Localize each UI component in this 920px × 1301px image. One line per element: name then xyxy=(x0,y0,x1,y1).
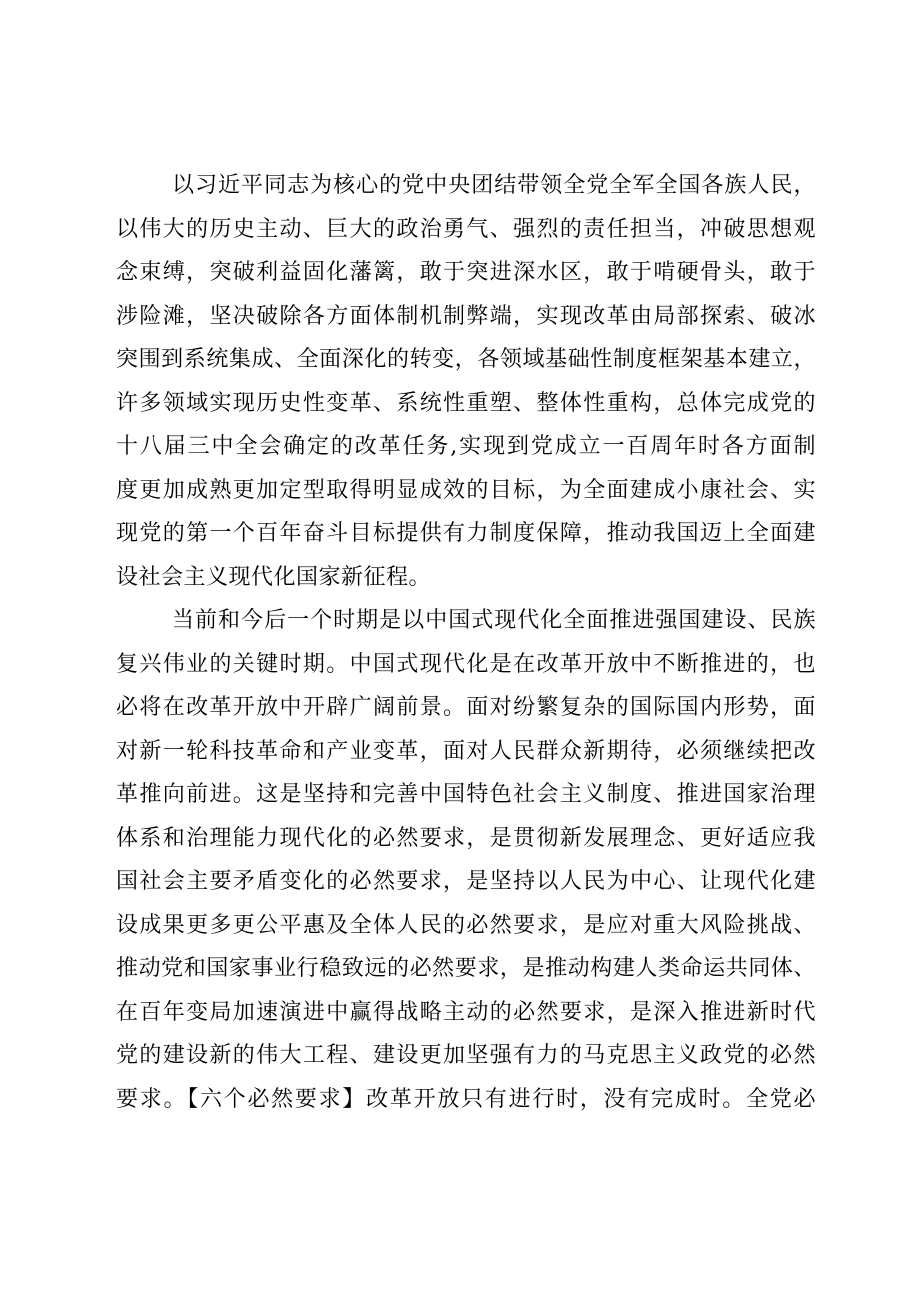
paragraph-line: 许多领域实现历史性变革、系统性重塑、整体性重构，总体完成党的 xyxy=(116,390,816,416)
paragraph-line: 体系和治理能力现代化的必然要求，是贯彻新发展理念、更好适应我 xyxy=(116,825,816,851)
paragraph-line: 以伟大的历史主动、巨大的政治勇气、强烈的责任担当，冲破思想观 xyxy=(116,216,816,242)
paragraph-line: 念束缚，突破利益固化藩篱，敢于突进深水区，敢于啃硬骨头，敢于 xyxy=(116,260,816,285)
paragraph-line: 十八届三中全会确定的改革任务,实现到党成立一百周年时各方面制 xyxy=(116,434,816,459)
paragraph-line: 当前和今后一个时期是以中国式现代化全面推进强国建设、民族 xyxy=(172,608,816,633)
paragraph-line: 要求。【六个必然要求】改革开放只有进行时，没有完成时。全党必 xyxy=(116,1086,816,1112)
paragraph-line: 设社会主义现代化国家新征程。 xyxy=(116,564,432,590)
paragraph-2 xyxy=(116,599,816,1121)
paragraph-line: 现党的第一个百年奋斗目标提供有力制度保障，推动我国迈上全面建 xyxy=(116,521,816,546)
paragraph-line: 以习近平同志为核心的党中央团结带领全党全军全国各族人民， xyxy=(172,173,816,198)
paragraph-line: 党的建设新的伟大工程、建设更加坚强有力的马克思主义政党的必然 xyxy=(116,1043,816,1068)
paragraph-1 xyxy=(116,164,816,599)
paragraph-line: 在百年变局加速演进中赢得战略主动的必然要求，是深入推进新时代 xyxy=(116,999,816,1025)
paragraph-line: 对新一轮科技革命和产业变革，面对人民群众新期待，必须继续把改 xyxy=(116,738,816,764)
paragraph-line: 突围到系统集成、全面深化的转变，各领域基础性制度框架基本建立， xyxy=(116,347,816,372)
paragraph-line: 必将在改革开放中开辟广阔前景。面对纷繁复杂的国际国内形势，面 xyxy=(116,695,816,720)
paragraph-line: 革推向前进。这是坚持和完善中国特色社会主义制度、推进国家治理 xyxy=(116,782,816,807)
document-body xyxy=(116,164,816,1121)
paragraph-line: 复兴伟业的关键时期。中国式现代化是在改革开放中不断推进的，也 xyxy=(116,651,816,677)
paragraph-line: 涉险滩，坚决破除各方面体制机制弊端，实现改革由局部探索、破冰 xyxy=(116,303,816,329)
paragraph-line: 国社会主要矛盾变化的必然要求，是坚持以人民为中心、让现代化建 xyxy=(116,869,816,894)
paragraph-line: 度更加成熟更加定型取得明显成效的目标，为全面建成小康社会、实 xyxy=(116,477,816,503)
paragraph-line: 推动党和国家事业行稳致远的必然要求，是推动构建人类命运共同体、 xyxy=(116,956,816,981)
paragraph-line: 设成果更多更公平惠及全体人民的必然要求，是应对重大风险挑战、 xyxy=(116,912,816,938)
